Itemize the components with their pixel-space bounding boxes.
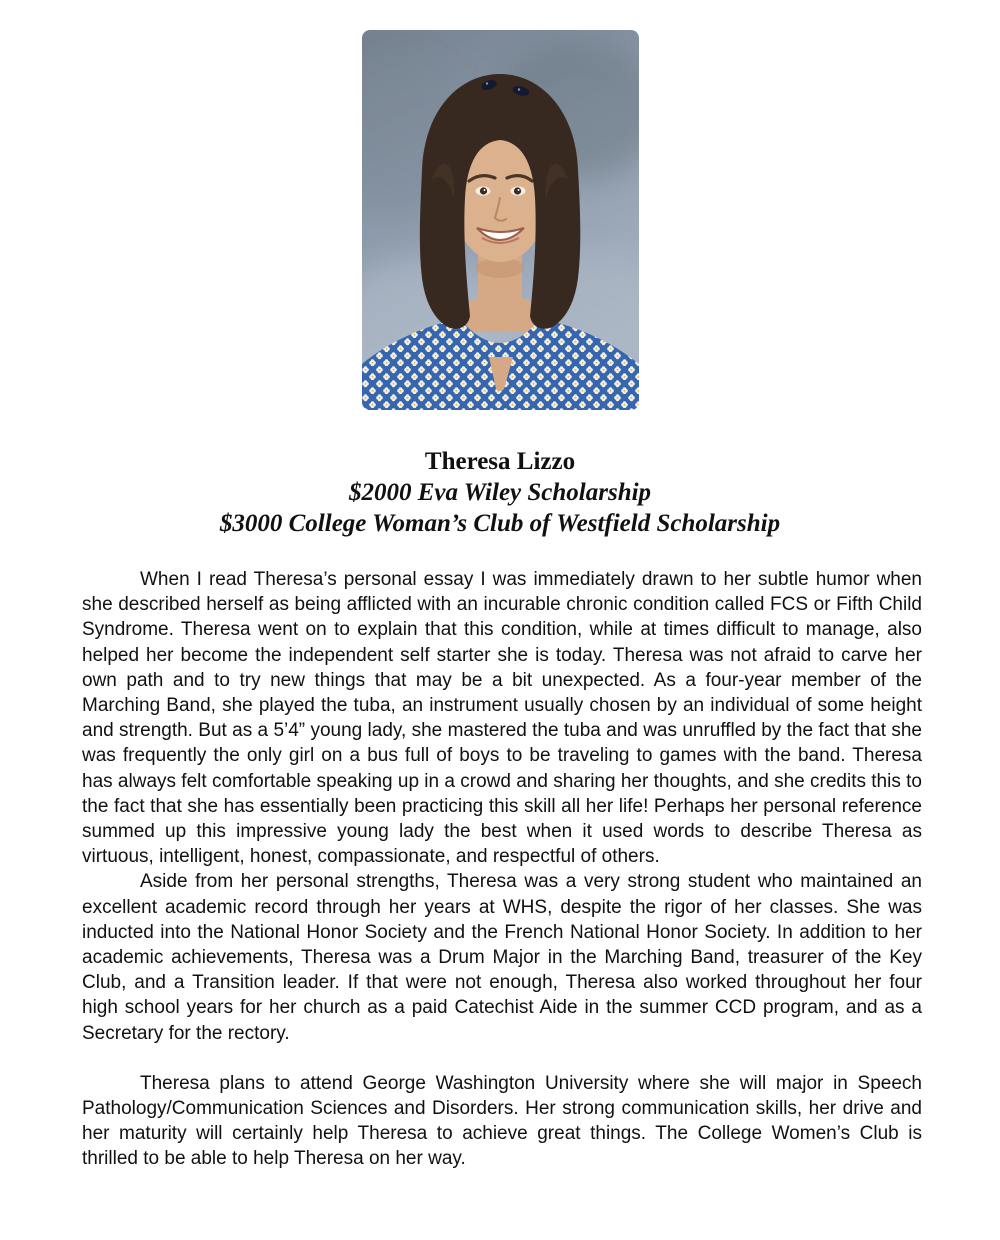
portrait-photo-illustration — [362, 30, 639, 410]
student-name: Theresa Lizzo — [424, 448, 576, 475]
award-line-2: $3000 College Woman’s Club of Westfield Scholarship — [219, 510, 781, 537]
award-line-1: $2000 Eva Wiley Scholarship — [348, 479, 652, 506]
paragraph-3: Theresa plans to attend George Washington University where she will major in Speech Pathology/Communication Sciences and Disorders. Her strong communication skills, her drive and her maturity will certainly help Theresa to achieve great things. The College Women’s Club is thrilled to be able to help Theresa on her way. — [82, 1072, 922, 1170]
essay-body — [82, 567, 922, 1172]
paragraph-1: When I read Theresa’s personal essay I was immediately drawn to her subtle humor when she described herself as being afflicted with an incurable chronic condition called FCS or Fifth Child Syndrome. Theresa went on to explain that this condition, while at times difficult to manage, also helped her become the independent self starter she is today. Theresa was not afraid to carve her own path and to try new things that may be a bit unexpected. As a four-year member of the Marching Band, she played the tuba, an instrument usually chosen by an individual of some height and strength. But as a 5’4” young lady, she mastered the tuba and was unruffled by the fact that she was frequently the only girl on a bus full of boys to be traveling to games with the band. Theresa has always felt comfortable speaking up in a crowd and sharing her thoughts, and she credits this to the fact that she has essentially been practicing this skill all her life! Perhaps her personal reference summed up this impressive young lady the best when it used words to describe Theresa as virtuous, intelligent, honest, compassionate, and respectful of others. — [82, 569, 922, 868]
header-block — [0, 446, 1000, 539]
paragraph-2: Aside from her personal strengths, Theresa was a very strong student who maintained an excellent academic record through her years at WHS, despite the rigor of her classes. She was inducted into the National Honor Society and the French National Honor Society. In addition to her academic achievements, Theresa was a Drum Major in the Marching Band, treasurer of the Key Club, and a Transition leader. If that were not enough, Theresa also worked throughout her four high school years for her church as a paid Catechist Aide in the summer CCD program, and as a Secretary for the rectory. — [82, 871, 922, 1044]
portrait-photo — [362, 30, 639, 410]
